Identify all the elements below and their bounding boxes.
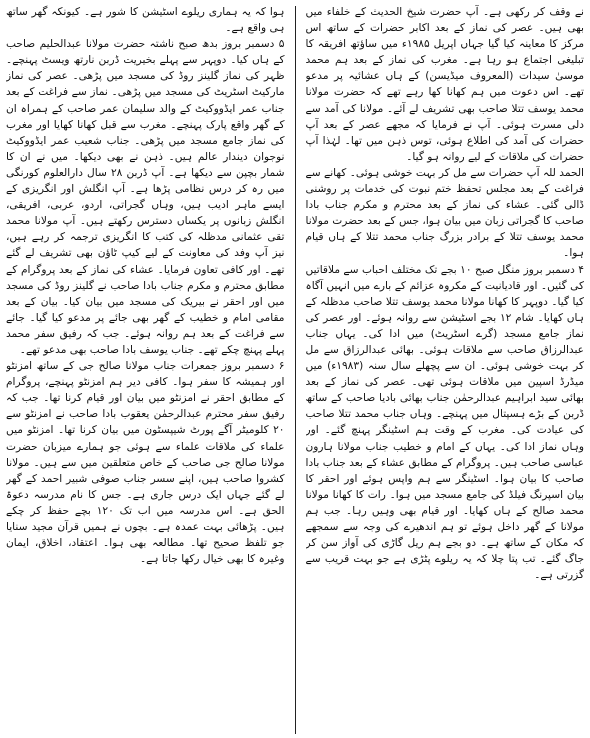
paragraph: نے وقف کر رکھی ہے۔ آپ حضرت شیخ الحدیث کے خلفاء میں بھی ہیں۔ عصر کی نماز کے بعد اکابر حضرات کے ساتھ اس مرکز کا معاینہ کیا گیا جہاں اپریل ۱۹۸۵ء میں ساؤتھ افریقہ کا تبلیغی اجتماع ہو رہا ہے۔ مغرب کی نماز کے بعد ہم محمد موسیٰ سیدات (المعروف میڈیسن) کے ہاں عشائیہ پر مدعو تھے۔ اس دعوت میں ہم کھانا کھا رہے تھے کہ حضرت مولانا محمد یوسف تتلا صاحب بھی تشریف لے آئے۔ مولانا کی آمد سے دلی مسرت ہوئی۔ آپ نے فرمایا کہ مجھے عصر کے بعد آپ حضرات کی آمد کی اطلاع ہوئی، توس ذہن میں تھا۔ لہٰذا آپ حضرات کی ملاقات کے لیے روانہ ہو گیا۔ (305, 6, 584, 163)
right-column (306, 4, 585, 736)
paragraph: ۶ دسمبر بروز جمعرات جناب مولانا صالح جی کے ساتھ امزنٹو اور ہمیشہ کا سفر ہوا۔ کافی دیر ہم امزنٹو پہنچے، پروگرام کے مطابق احقر نے امزنٹو میں بیان اور قیام کرنا تھا۔ جب کہ رفیق سفر محترم عبدالرحمٰن یعقوب بادا صاحب نے امزنٹو سے ۲۰ کلومیٹر آگے پورٹ شیپسٹون میں بیان کرنا تھا۔ امزنٹو میں علماء کی ملاقات علماء سے ہوئی جو ہمارے میزبان حضرت مولانا صالح جی صاحب کے خاص متعلقین میں سے ہیں۔ مولانا کشروا صاحب ہیں، اپنے سسر جناب صوفی شبیر احمد کے گھر لے گئے جہاں ایک درس جاری ہے۔ جس کا نام مدرسہ دعوۃ الحق ہے۔ اس مدرسہ میں اب تک ۱۲۰ بچے حفظ کر چکے ہیں۔ پڑھائی بہت عمدہ ہے۔ بچوں نے ہمیں قرآن مجید سنایا جو تلفظ صحیح تھا۔ مطالعہ بھی ہوا۔ اعتقاد، اخلاق، ایمان وغیرہ کا بھی خیال رکھا جاتا ہے۔ (6, 360, 285, 566)
paragraph: الحمد للہ آپ حضرات سے مل کر بہت خوشی ہوئی۔ کھانے سے فراغت کے بعد مجلس تحفظ ختم نبوت کی خدمات پر روشنی ڈالی گئی۔ عشاء کی نماز کے بعد محترم و مکرم جناب بادا صاحب کا گجراتی زبان میں بیان ہوا، جس کے بعد حضرت مولانا محمد یوسف تتلا کے برادر بزرگ جناب محمد تتلا کے ہاں قیام ہوا۔ (305, 166, 584, 260)
column-divider (295, 6, 296, 734)
paragraph: ۵ دسمبر بروز بدھ صبح ناشتہ حضرت مولانا عبدالحلیم صاحب کے ہاں کیا۔ دوپہر سے پہلے بخیریت ڈربن نارتھ ویسٹ پہنچے۔ ظہر کی نماز گلینز روڈ کی مسجد میں پڑھی۔ عصر کی نماز مارکیٹ اسٹریٹ کی مسجد میں پڑھی۔ نماز سے فراغت کے بعد جناب عمر ایڈووکیٹ کے والد سلیمان عمر صاحب کے ہمراہ ان کے گھر واقع پارک پہنچے۔ مغرب سے قبل کھانا کھایا اور مغرب کی نماز جامع مسجد میں پڑھی۔ جناب شعیب عمر ایڈووکیٹ نوجوان دیندار عالم ہیں۔ ذہن نے بھی دیکھا۔ میں نے ان کا شمار بچپن سے دیکھا ہے۔ آپ ڈربن ۲۸ سال دارالعلوم کورنگی میں رہ کر درس نظامی پڑھا ہے۔ آپ انگلش اور انگریزی کے ایسے ماہر ادیب ہیں، وہاں گجراتی، اردو، عربی، افریقی، انگلش زبانوں پر یکساں دسترس رکھتے ہیں۔ آپ مولانا محمد تقی عثمانی مدظلہ کی کتب کا انگریزی ترجمہ کر رہے ہیں، نیز آپ وفد کی معاونت کے لیے کیپ ٹاؤن بھی تشریف لے گئے تھے۔ اور کافی تعاون فرمایا۔ عشاء کی نماز کے بعد پروگرام کے مطابق محترم و مکرم جناب بادا صاحب نے گلینز روڈ کی مسجد میں اور احقر نے بیریک کی مسجد میں بیان کیا۔ بیان کے بعد مقامی امام و خطیب کے گھر بھی جائے پر مدعو کیا گیا۔ جائے سے فراغت کے بعد ہم روانہ ہوئے۔ جب کہ رفیق سفر محمد پہلے پہنچ چکے تھے۔ جناب یوسف بادا صاحب بھی مدعو تھے۔ (6, 38, 285, 356)
paragraph: ہوا کہ یہ ہماری ریلوے اسٹیشن کا شور ہے۔ کیونکہ گھر ساتھ ہی واقع ہے۔ (6, 6, 285, 35)
paragraph: ۴ دسمبر بروز منگل صبح ۱۰ بجے تک مختلف احباب سے ملاقاتیں کی گئیں۔ اور قادیانیت کے مکروہ عزائم کے بارے میں انہیں آگاہ کیا گیا۔ دوپہر کا کھانا مولانا محمد یوسف تتلا صاحب مدظلہ کے ہاں کھایا۔ شام ۱۲ بجے اسٹیشن سے روانہ ہوئے۔ اور عصر کی نماز جامع مسجد (گرے اسٹریٹ) میں ادا کی۔ یہاں جناب عبدالرزاق صاحب سے ملاقات ہوئی۔ بھائی عبدالرزاق سے مل کر بہت خوشی ہوئی۔ ان سے پچھلے سال سنہ (۱۹۸۳ء) میں میڈرڈ اسپین میں ملاقات ہوئی تھی۔ عصر کی نماز کے بعد بھائی سید ابراہیم عبدالرحمٰن جناب بھائی بادیا صاحب کے ساتھ ڈربن کے بڑے ہسپتال میں پہنچے۔ وہاں جناب محمد تتلا صاحب کی عیادت کی۔ مغرب کے وقت ہم اسٹینگر پہنچ گئے۔ اور وہاں نماز ادا کی۔ یہاں کے امام و خطیب جناب مولانا ہارون عباسی صاحب ہیں۔ پروگرام کے مطابق عشاء کے بعد جناب بادا صاحب کا بیان ہوا۔ اسٹینگر سے ہم واپس ہوئے اور احقر کا بیان اسپرنگ فیلڈ کی جامع مسجد میں ہوا۔ رات کا کھانا مولانا محمد صالح کے ہاں کھایا۔ اور قیام بھی وہیں رہا۔ جب ہم مولانا کے گھر داخل ہوئے تو ہم اندھیرے کی وجہ سے سمجھے کہ مکان کے ساتھ ہے۔ دو بجے ہم ریل گاڑی کی آواز سن کر جاگ گئے۔ تب پتا چلا کہ یہ ریلوے پٹڑی ہے جو بہت قریب سے گزرتی ہے۔ (305, 263, 584, 582)
left-column (6, 4, 285, 736)
